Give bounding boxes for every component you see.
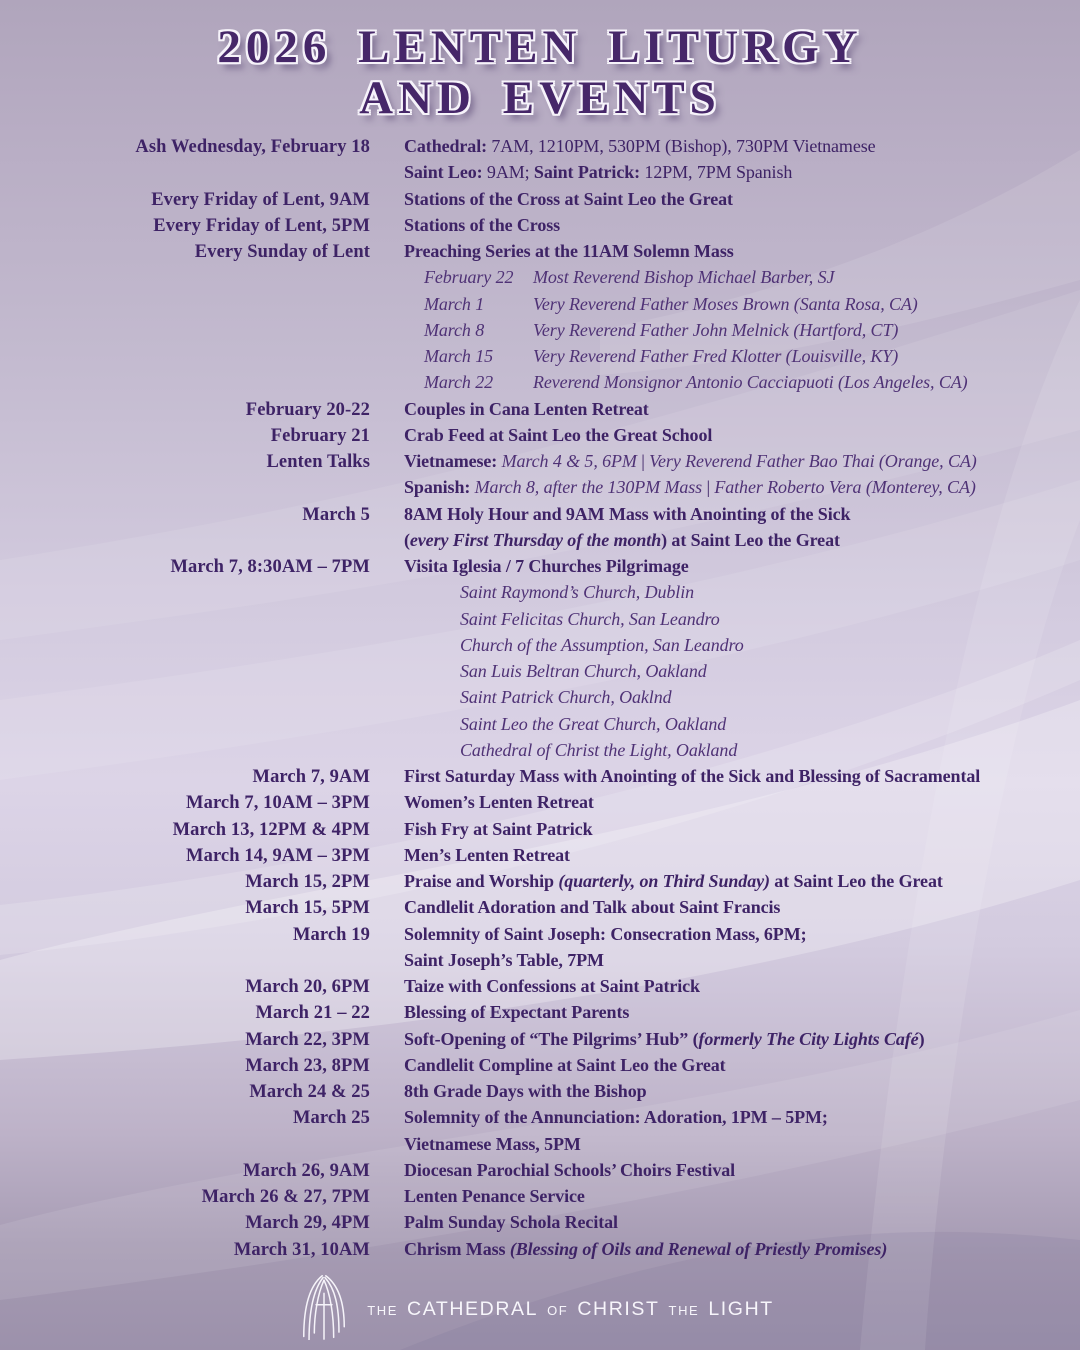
event-description bbox=[404, 1026, 924, 1052]
event-description bbox=[404, 448, 977, 474]
event-description bbox=[404, 553, 689, 579]
event-date: March 26 & 27, 7PM bbox=[201, 1187, 370, 1207]
event-description bbox=[404, 369, 968, 395]
event-description bbox=[404, 684, 672, 710]
schedule-row bbox=[0, 1157, 1080, 1183]
schedule-row bbox=[0, 474, 1080, 500]
schedule-row bbox=[0, 212, 1080, 238]
event-description bbox=[404, 1052, 726, 1078]
event-text-segment: Church of the Assumption, San Leandro bbox=[460, 634, 744, 655]
event-subdate: February 22 bbox=[424, 267, 514, 288]
schedule-row bbox=[0, 369, 1080, 395]
event-description bbox=[404, 212, 560, 238]
event-text-segment: Cathedral of Christ the Light, Oakland bbox=[460, 739, 738, 760]
event-description bbox=[404, 763, 980, 789]
event-date: March 22, 3PM bbox=[245, 1029, 370, 1050]
event-text-segment: Stations of the Cross at Saint Leo the Great bbox=[404, 188, 733, 209]
event-text-segment: Saint Raymond’s Church, Dublin bbox=[460, 582, 694, 603]
event-date: Every Friday of Lent, 9AM bbox=[151, 189, 370, 210]
title-line-2: AND EVENTS bbox=[359, 71, 721, 124]
event-date: March 23, 8PM bbox=[245, 1055, 370, 1076]
schedule-row bbox=[0, 1236, 1080, 1262]
event-description bbox=[404, 579, 694, 605]
event-description bbox=[404, 842, 570, 868]
poster-title bbox=[0, 22, 1080, 124]
schedule-row bbox=[0, 947, 1080, 973]
event-description bbox=[404, 133, 876, 159]
schedule-row bbox=[0, 868, 1080, 894]
event-text-segment: 8AM Holy Hour and 9AM Mass with Anointing of the Sick bbox=[404, 503, 851, 524]
event-description bbox=[404, 973, 700, 999]
event-text-segment: San Luis Beltran Church, Oakland bbox=[460, 661, 707, 681]
title-line-1: 2026 LENTEN LITURGY bbox=[217, 21, 863, 73]
footer bbox=[0, 1268, 1080, 1350]
event-text-segment: Solemnity of Saint Joseph: Consecration Mass, 6PM; bbox=[404, 923, 807, 944]
schedule-row bbox=[0, 396, 1080, 422]
event-description bbox=[404, 343, 898, 369]
schedule-row bbox=[0, 317, 1080, 343]
event-text-segment: Women’s Lenten Retreat bbox=[404, 792, 594, 813]
event-text-segment: Candlelit Compline at Saint Leo the Great bbox=[404, 1054, 726, 1075]
schedule-row bbox=[0, 1052, 1080, 1078]
event-text-segment: Saint Leo: bbox=[404, 162, 483, 183]
event-text-segment: 12PM, 7PM Spanish bbox=[640, 162, 793, 183]
event-date: March 13, 12PM & 4PM bbox=[172, 819, 370, 840]
schedule-row bbox=[0, 527, 1080, 553]
schedule-row bbox=[0, 632, 1080, 658]
event-text-segment: March 4 & 5, 6PM bbox=[497, 451, 642, 471]
event-text-segment: Saint Patrick Church, Oaklnd bbox=[460, 687, 672, 708]
schedule-row bbox=[0, 553, 1080, 579]
event-description bbox=[404, 947, 604, 973]
event-text-segment: Taize with Confessions at Saint Patrick bbox=[404, 976, 700, 996]
event-text-segment: Crab Feed at Saint Leo the Great School bbox=[404, 424, 713, 445]
event-description bbox=[404, 474, 976, 500]
event-date: March 15, 2PM bbox=[245, 872, 370, 892]
event-description bbox=[404, 159, 792, 185]
footer-word: CHRIST bbox=[577, 1297, 660, 1320]
event-text-segment: ) at Saint Leo the Great bbox=[661, 529, 840, 550]
event-text-segment: Father Roberto Vera (Monterey, CA) bbox=[714, 477, 976, 498]
event-description bbox=[404, 317, 898, 343]
event-text-segment: Very Reverend Father John Melnick (Hartford, CT) bbox=[533, 319, 899, 340]
event-description bbox=[404, 1078, 647, 1104]
schedule-row bbox=[0, 789, 1080, 815]
schedule-row bbox=[0, 973, 1080, 999]
event-text-segment: Very Reverend Father Fred Klotter (Louisville, KY) bbox=[533, 346, 899, 366]
event-text-segment: Preaching Series at the 11AM Solemn Mass bbox=[404, 241, 734, 261]
event-date: March 19 bbox=[292, 924, 370, 945]
event-text-segment: Diocesan Parochial Schools’ Choirs Festival bbox=[404, 1159, 736, 1180]
schedule-row bbox=[0, 684, 1080, 710]
event-description bbox=[404, 186, 733, 212]
event-text-segment: 7AM, 1210PM, 530PM (Bishop), 730PM Vietnamese bbox=[487, 136, 876, 156]
schedule-row bbox=[0, 238, 1080, 264]
schedule-row bbox=[0, 894, 1080, 920]
event-date: March 5 bbox=[302, 504, 370, 525]
footer-word: OF bbox=[547, 1302, 569, 1318]
event-date: March 20, 6PM bbox=[245, 977, 370, 997]
event-text-segment: Very Reverend Father Bao Thai (Orange, CA) bbox=[649, 451, 977, 471]
event-text-segment: at Saint Leo the Great bbox=[769, 871, 943, 891]
event-date: March 15, 5PM bbox=[245, 898, 370, 919]
footer-word: THE bbox=[668, 1302, 700, 1318]
event-description bbox=[404, 264, 834, 290]
event-description bbox=[404, 527, 840, 553]
event-text-segment: Couples in Cana Lenten Retreat bbox=[404, 398, 649, 419]
event-text-segment: Candlelit Adoration and Talk about Saint Francis bbox=[404, 897, 781, 918]
event-date: March 26, 9AM bbox=[243, 1160, 370, 1181]
schedule-row bbox=[0, 264, 1080, 290]
schedule-row bbox=[0, 1078, 1080, 1104]
event-text-segment: Soft-Opening of “The Pilgrims’ Hub” ( bbox=[404, 1028, 699, 1049]
event-date: March 25 bbox=[292, 1108, 370, 1129]
event-description bbox=[404, 658, 707, 684]
event-text-segment: Praise and Worship bbox=[404, 871, 559, 891]
footer-wordmark bbox=[367, 1298, 783, 1321]
event-text-segment: Very Reverend Father Moses Brown (Santa Rosa, CA) bbox=[533, 293, 918, 314]
event-date: Ash Wednesday, February 18 bbox=[135, 137, 370, 157]
schedule-row bbox=[0, 763, 1080, 789]
event-text-segment: Spanish: bbox=[404, 477, 471, 498]
event-date: March 14, 9AM – 3PM bbox=[186, 845, 370, 866]
event-text-segment: Saint Patrick: bbox=[533, 162, 641, 183]
event-date: Every Sunday of Lent bbox=[194, 242, 370, 262]
event-text-segment: Men’s Lenten Retreat bbox=[404, 844, 570, 865]
footer-word: CATHEDRAL bbox=[407, 1297, 539, 1320]
event-date: February 21 bbox=[270, 425, 370, 446]
event-subdate: March 22 bbox=[424, 372, 494, 393]
event-text-segment: | bbox=[641, 451, 650, 471]
event-text-segment: | bbox=[706, 477, 715, 498]
schedule-row bbox=[0, 1209, 1080, 1235]
event-description bbox=[404, 868, 943, 894]
event-description bbox=[404, 1209, 618, 1235]
schedule-row bbox=[0, 343, 1080, 369]
event-description bbox=[404, 711, 726, 737]
event-date: March 7, 9AM bbox=[252, 767, 370, 787]
event-description bbox=[404, 396, 649, 422]
event-date: March 7, 10AM – 3PM bbox=[186, 793, 370, 814]
event-text-segment: Blessing of Expectant Parents bbox=[404, 1002, 630, 1023]
schedule-row bbox=[0, 186, 1080, 212]
event-text-segment: Saint Felicitas Church, San Leandro bbox=[460, 608, 720, 629]
event-date: March 7, 8:30AM – 7PM bbox=[170, 557, 370, 577]
event-text-segment: Most Reverend Bishop Michael Barber, SJ bbox=[533, 267, 835, 288]
event-description bbox=[404, 1104, 828, 1130]
event-text-segment: Saint Joseph’s Table, 7PM bbox=[404, 949, 604, 970]
event-text-segment: ) bbox=[918, 1028, 925, 1049]
event-text-segment: 9AM; bbox=[482, 162, 534, 183]
schedule-row bbox=[0, 1131, 1080, 1157]
schedule-row bbox=[0, 159, 1080, 185]
event-description bbox=[404, 291, 918, 317]
schedule-row bbox=[0, 579, 1080, 605]
event-text-segment: Saint Leo the Great Church, Oakland bbox=[460, 713, 727, 734]
event-date: March 24 & 25 bbox=[249, 1082, 370, 1102]
event-text-segment: First Saturday Mass with Anointing of the Sick and Blessing of Sacramental bbox=[404, 766, 981, 786]
event-text-segment: Vietnamese Mass, 5PM bbox=[404, 1133, 581, 1154]
event-description bbox=[404, 1236, 887, 1262]
event-text-segment: (Blessing of Oils and Renewal of Priestly Promises) bbox=[509, 1238, 888, 1259]
schedule-row bbox=[0, 606, 1080, 632]
event-subdate: March 8 bbox=[424, 319, 485, 340]
schedule-row bbox=[0, 501, 1080, 527]
schedule-row bbox=[0, 711, 1080, 737]
event-text-segment: Palm Sunday Schola Recital bbox=[404, 1212, 618, 1233]
schedule-row bbox=[0, 1183, 1080, 1209]
event-date: March 31, 10AM bbox=[233, 1239, 370, 1260]
event-text-segment: Solemnity of the Annunciation: Adoration, 1PM – 5PM; bbox=[404, 1107, 828, 1128]
schedule-row bbox=[0, 133, 1080, 159]
event-description bbox=[404, 1183, 585, 1209]
event-text-segment: ( bbox=[404, 529, 410, 550]
event-text-segment: Chrism Mass bbox=[404, 1238, 510, 1259]
event-description bbox=[404, 816, 593, 842]
event-date: March 29, 4PM bbox=[245, 1213, 370, 1234]
event-text-segment: Cathedral: bbox=[404, 136, 487, 156]
schedule-row bbox=[0, 448, 1080, 474]
event-description bbox=[404, 789, 594, 815]
cathedral-arch-cross-icon bbox=[297, 1274, 351, 1340]
schedule-row bbox=[0, 816, 1080, 842]
event-description bbox=[404, 238, 734, 264]
schedule-row bbox=[0, 422, 1080, 448]
event-description bbox=[404, 1131, 581, 1157]
event-date: Every Friday of Lent, 5PM bbox=[153, 215, 370, 236]
event-text-segment: March 8, after the 130PM Mass bbox=[470, 477, 707, 498]
event-text-segment: Stations of the Cross bbox=[404, 214, 561, 235]
event-description bbox=[404, 737, 737, 763]
event-description bbox=[404, 1157, 735, 1183]
event-description bbox=[404, 422, 712, 448]
event-subdate: March 15 bbox=[424, 346, 494, 366]
schedule-row bbox=[0, 842, 1080, 868]
event-description bbox=[404, 921, 807, 947]
event-text-segment: (quarterly, on Third Sunday) bbox=[558, 871, 770, 891]
event-date: Lenten Talks bbox=[266, 452, 370, 472]
footer-word: LIGHT bbox=[708, 1297, 774, 1320]
schedule-row bbox=[0, 999, 1080, 1025]
event-text-segment: 8th Grade Days with the Bishop bbox=[404, 1081, 647, 1101]
event-text-segment: Lenten Penance Service bbox=[404, 1186, 585, 1206]
schedule-row bbox=[0, 1026, 1080, 1052]
event-text-segment: Reverend Monsignor Antonio Cacciapuoti (Los Angeles, CA) bbox=[533, 372, 968, 393]
event-date: February 20-22 bbox=[245, 399, 370, 420]
event-date: March 21 – 22 bbox=[255, 1003, 370, 1024]
schedule-row bbox=[0, 737, 1080, 763]
event-description bbox=[404, 999, 629, 1025]
event-text-segment: Visita Iglesia / 7 Churches Pilgrimage bbox=[404, 556, 689, 576]
event-description bbox=[404, 606, 720, 632]
event-description bbox=[404, 632, 744, 658]
schedule-row bbox=[0, 291, 1080, 317]
event-text-segment: formerly The City Lights Café bbox=[698, 1028, 919, 1049]
event-text-segment: Fish Fry at Saint Patrick bbox=[404, 818, 593, 839]
schedule-row bbox=[0, 1104, 1080, 1130]
event-description bbox=[404, 501, 850, 527]
schedule-row bbox=[0, 658, 1080, 684]
event-subdate: March 1 bbox=[424, 293, 485, 314]
schedule-row bbox=[0, 921, 1080, 947]
schedule bbox=[0, 133, 1080, 1262]
event-text-segment: every First Thursday of the month bbox=[409, 529, 662, 550]
event-description bbox=[404, 894, 780, 920]
footer-word: THE bbox=[367, 1302, 399, 1318]
event-text-segment: Vietnamese: bbox=[404, 451, 498, 471]
